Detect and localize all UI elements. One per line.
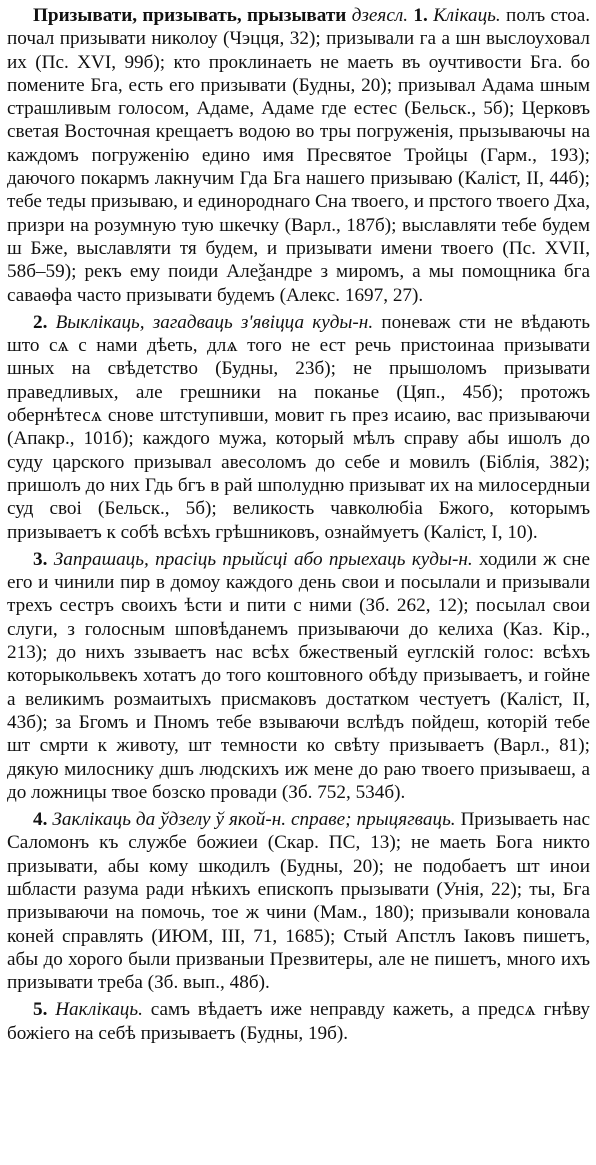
sense-citations: полъ стоа. почал призывати николоу (Чэцця, 32); призывали га а шн выслоуховал их (Пс. XVI, 99б); кто проклинаеть не маеть въ оучтивости Бга. бо помените Бга, есть его призывати (Будны, 20); призывал Адама шным страшливым голосом, Адаме, Адаме где естес (Бельск., 5б); Церковъ светая Восточная крещаетъ водою во тры погруженія, прызываючы на каждомъ погруженію едино имя Пресвятое Тройцы (Гарм., 193); даючого покармъ лакнучим Гда Бга нашего призываю (Каліст, II, 44б); тебе теды призываю, и единороднаго Сна твоего, и прстого твоего Дха, призри на розумную тую шкечку (Варл., 187б); выславляти тебе будем ш Бже, выславляти тя будем, и призывати имени твоего (Пс. XVII, 58б–59); рекъ ему поиди Алеѯандре з миромъ, а мы помощника бга саваѳфа часто призывати будемъ (Алекс. 1697, 27).: [7, 5, 591, 306]
entry-sense-5: [7, 998, 590, 1045]
sense-definition: Заклікаць да ўдзелу ў якой-н. справе; прыцягваць.: [52, 809, 456, 831]
entry-sense-4: [7, 808, 590, 994]
part-of-speech: дзеясл.: [351, 5, 409, 26]
sense-number: 2.: [33, 311, 48, 333]
entry-sense-1: [7, 4, 590, 307]
headword: Призывати, призывать, прызывати: [33, 5, 347, 26]
sense-citations: самъ вѣдаетъ иже неправду кажеть, а предсѧ гнѣву божіего на себѣ призываетъ (Будны, 19б).: [7, 999, 591, 1044]
sense-citations: Призываеть нас Саломонъ къ службе божиеи (Скар. ПС, 13); не маеть Бога никто призывати, абы кому шкодилъ (Будны, 20); не подобаетъ шт инои шбласти разума ради нѣкихъ епископъ прызывати (Унія, 22); ты, Бга призываючи на помочь, тое ж чини (Мам., 180); призывали коновала коней справлять (ИЮМ, III, 71, 1685); Стый Апстлъ Іаковъ пишетъ, абы до хорого были призваныи Презвитеры, але не пишетъ, много ихъ призывати треба (Зб. вып., 48б).: [7, 809, 591, 994]
sense-definition: Выклікаць, загадваць з'явіцца куды-н.: [55, 311, 374, 333]
sense-number: 1.: [413, 5, 428, 26]
sense-definition: Запрашаць, прасіць прыйсці або прыехаць куды-н.: [53, 548, 473, 570]
sense-number: 4.: [33, 809, 48, 831]
sense-definition: Наклікаць.: [55, 999, 143, 1021]
sense-number: 3.: [33, 548, 48, 570]
entry-sense-2: [7, 311, 590, 544]
sense-definition: Клікаць.: [433, 5, 501, 26]
entry-sense-3: [7, 548, 590, 804]
sense-citations: поневаж сти не вѣдають што сѧ с нами дѣеть, длѧ того не ест речь пристоинаа призывати шных на свѣдетство (Будны, 23б); не прышоломъ призывати праведливых, але грешники на поканье (Цяп., 45б); протожъ обернѣтесѧ снове штступивши, мовит гь през исаию, вас призываючи (Апакр., 101б); каждого мужа, который мѣлъ справу абы ишолъ до суду царского призывал авесоломъ до себе и мовилъ (Біблія, 382); пришолъ до них Гдь бгъ в рай шполудню призыват их на милосердныи суд своі (Бельск., 5б); великость чавколюбіа Бжого, которымъ призываетъ к собѣ всѣхъ грѣшниковъ, ознаймуетъ (Каліст, I, 10).: [7, 311, 591, 543]
sense-citations: ходили ж сне его и чинили пир в домоу каждого день свои и посылали и призывали трехъ сестръ своихъ ѣсти и пити с ними (Зб. 262, 12); посылал свои слуги, з голосным шповѣданемъ призываючи до келиха (Каз. Кір., 213); до нихъ ззываетъ нас всѣх бжественый еуглскій голос: всѣхъ которыкольвекъ хотатъ до того коштовного обѣду призываетъ, и гойне а великимъ розмаитыхъ присмаковъ достатком честуетъ (Каліст, II, 43б); за Бгомъ и Пномъ тебе взываючи вслѣдъ пойдеш, которій тебе шт смрти к животу, шт темности ко свѣту призываетъ (Варл., 81); дякую милоснику дшъ людскихъ иж мене до раю твоего призываеш, а до ложницы твое бозско провади (Зб. 752, 534б).: [7, 548, 590, 803]
sense-number: 5.: [33, 999, 48, 1021]
